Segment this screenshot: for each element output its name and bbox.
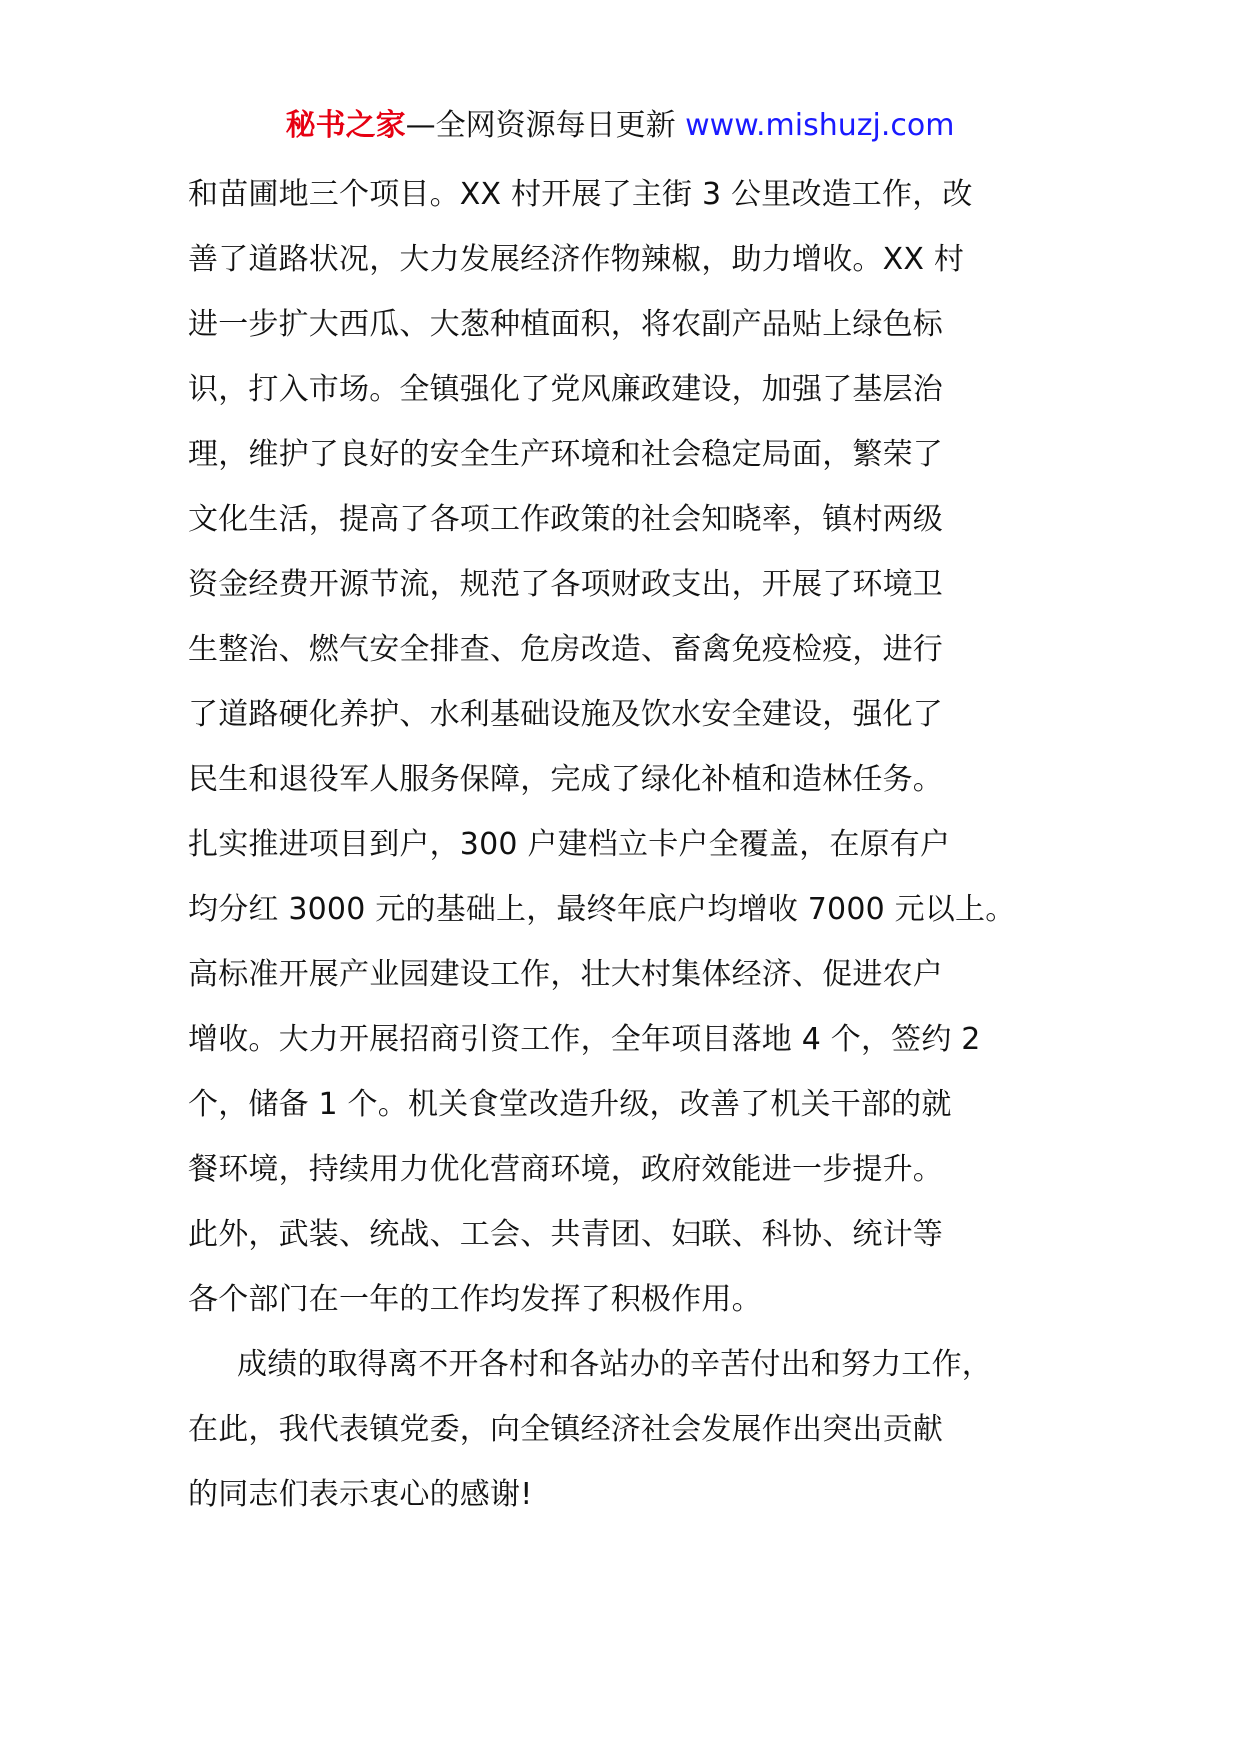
text-line: 高标准开展产业园建设工作，壮大村集体经济、促进农户 — [188, 957, 943, 992]
text-line: 均分红 3000 元的基础上，最终年底户均增收 7000 元以上。 — [188, 892, 1016, 927]
text-line: 的同志们表示衷心的感谢! — [188, 1477, 533, 1512]
text-line-paragraph-start: 成绩的取得离不开各村和各站办的辛苦付出和努力工作， — [237, 1347, 992, 1382]
text-line: 此外，武装、统战、工会、共青团、妇联、科协、统计等 — [188, 1217, 943, 1252]
text-line: 识，打入市场。全镇强化了党风廉政建设，加强了基层治 — [188, 372, 943, 407]
text-line: 进一步扩大西瓜、大葱种植面积，将农副产品贴上绿色标 — [188, 307, 943, 342]
text-line: 增收。大力开展招商引资工作，全年项目落地 4 个，签约 2 — [188, 1022, 981, 1057]
text-line: 和苗圃地三个项目。XX 村开展了主街 3 公里改造工作，改 — [188, 177, 973, 212]
brand-name: 秘书之家 — [285, 108, 406, 143]
text-line: 了道路硬化养护、水利基础设施及饮水安全建设，强化了 — [188, 697, 943, 732]
text-line: 在此，我代表镇党委，向全镇经济社会发展作出突出贡献 — [188, 1412, 943, 1447]
text-line: 个，储备 1 个。机关食堂改造升级，改善了机关干部的就 — [188, 1087, 952, 1122]
text-line: 扎实推进项目到户，300 户建档立卡户全覆盖，在原有户 — [188, 827, 951, 862]
text-line: 各个部门在一年的工作均发挥了积极作用。 — [188, 1282, 762, 1317]
text-line: 民生和退役军人服务保障，完成了绿化补植和造林任务。 — [188, 762, 943, 797]
text-line: 生整治、燃气安全排查、危房改造、畜禽免疫检疫，进行 — [188, 632, 943, 667]
document-body — [188, 162, 1088, 1527]
website-link[interactable]: www.mishuzj.com — [685, 108, 955, 143]
text-line: 资金经费开源节流，规范了各项财政支出，开展了环境卫 — [188, 567, 943, 602]
text-line: 餐环境，持续用力优化营商环境，政府效能进一步提升。 — [188, 1152, 943, 1187]
text-line: 理，维护了良好的安全生产环境和社会稳定局面，繁荣了 — [188, 437, 943, 472]
page-header — [0, 104, 1240, 148]
text-line: 善了道路状况，大力发展经济作物辣椒，助力增收。XX 村 — [188, 242, 965, 277]
text-line: 文化生活，提高了各项工作政策的社会知晓率，镇村两级 — [188, 502, 943, 537]
header-slogan: —全网资源每日更新 — [405, 108, 676, 143]
